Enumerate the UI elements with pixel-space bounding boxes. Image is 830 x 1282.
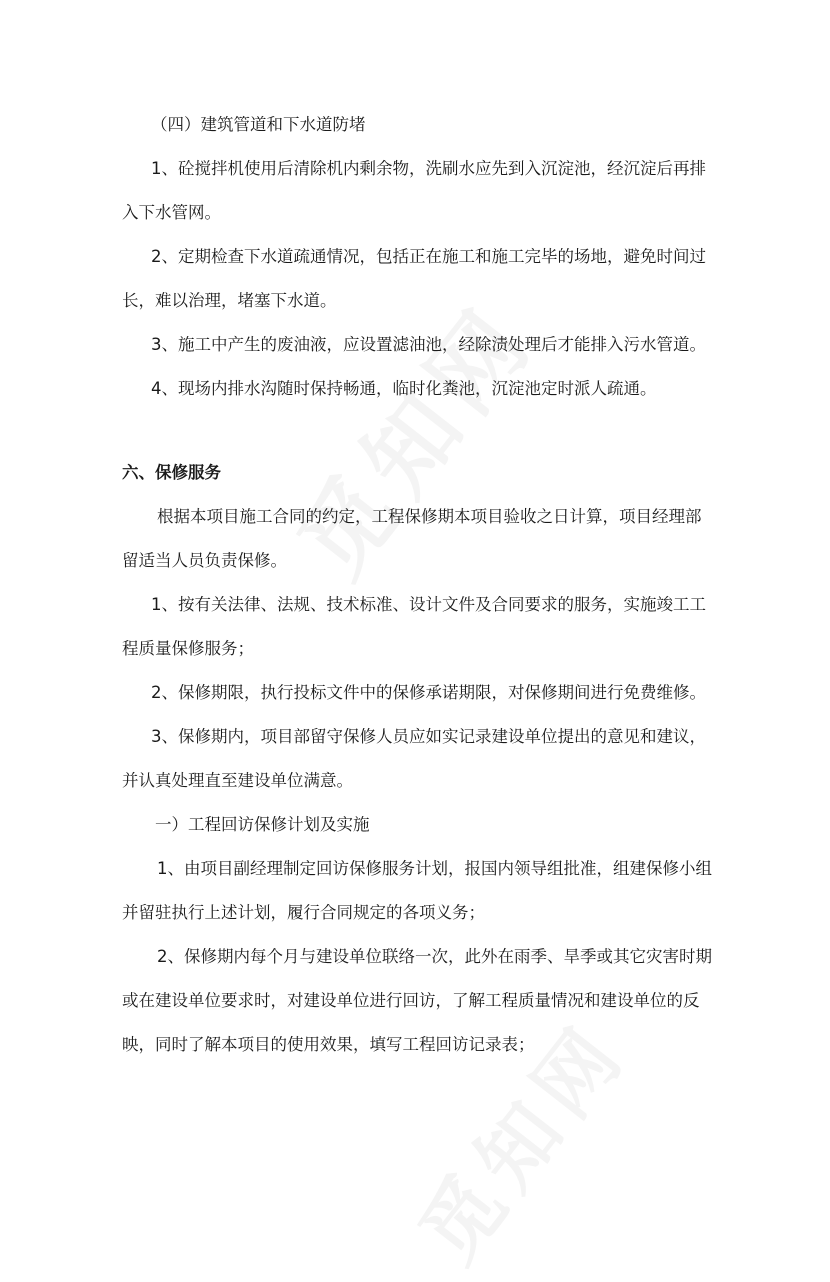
section-four-item-3: 3、施工中产生的废油液，应设置滤油池，经除渍处理后才能排入污水管道。 <box>151 335 706 354</box>
subsection-one-item-2: 2、保修期内每个月与建设单位联络一次，此外在雨季、旱季或其它灾害时期或在建设单位要求时，对建设单位进行回访，了解工程质量情况和建设单位的反映，同时了解本项目的使用效果，填写工程回访记录表； <box>122 947 712 1054</box>
section-four-title: （四）建筑管道和下水道防堵 <box>151 115 366 134</box>
section-six-intro: 根据本项目施工合同的约定，工程保修期本项目验收之日计算，项目经理部留适当人员负责保修。 <box>122 507 702 570</box>
section-six-title: 六、保修服务 <box>122 463 221 482</box>
section-four-item-4: 4、现场内排水沟随时保持畅通，临时化粪池，沉淀池定时派人疏通。 <box>151 379 657 398</box>
section-four-item-1: 1、砼搅拌机使用后清除机内剩余物，洗刷水应先到入沉淀池，经沉淀后再排入下水管网。 <box>122 159 706 222</box>
section-six-item-2: 2、保修期限，执行投标文件中的保修承诺期限，对保修期间进行免费维修。 <box>151 683 706 702</box>
document-body <box>122 103 712 1067</box>
subsection-one-title: 一）工程回访保修计划及实施 <box>155 815 370 834</box>
section-six-item-3: 3、保修期内，项目部留守保修人员应如实记录建设单位提出的意见和建议，并认真处理直至建设单位满意。 <box>122 727 706 790</box>
section-four-item-2: 2、定期检查下水道疏通情况，包括正在施工和施工完毕的场地，避免时间过长，难以治理，堵塞下水道。 <box>122 247 706 310</box>
section-six-item-1: 1、按有关法律、法规、技术标准、设计文件及合同要求的服务，实施竣工工程质量保修服务； <box>122 595 706 658</box>
subsection-one-item-1: 1、由项目副经理制定回访保修服务计划，报国内领导组批准，组建保修小组并留驻执行上述计划，履行合同规定的各项义务； <box>122 859 712 922</box>
